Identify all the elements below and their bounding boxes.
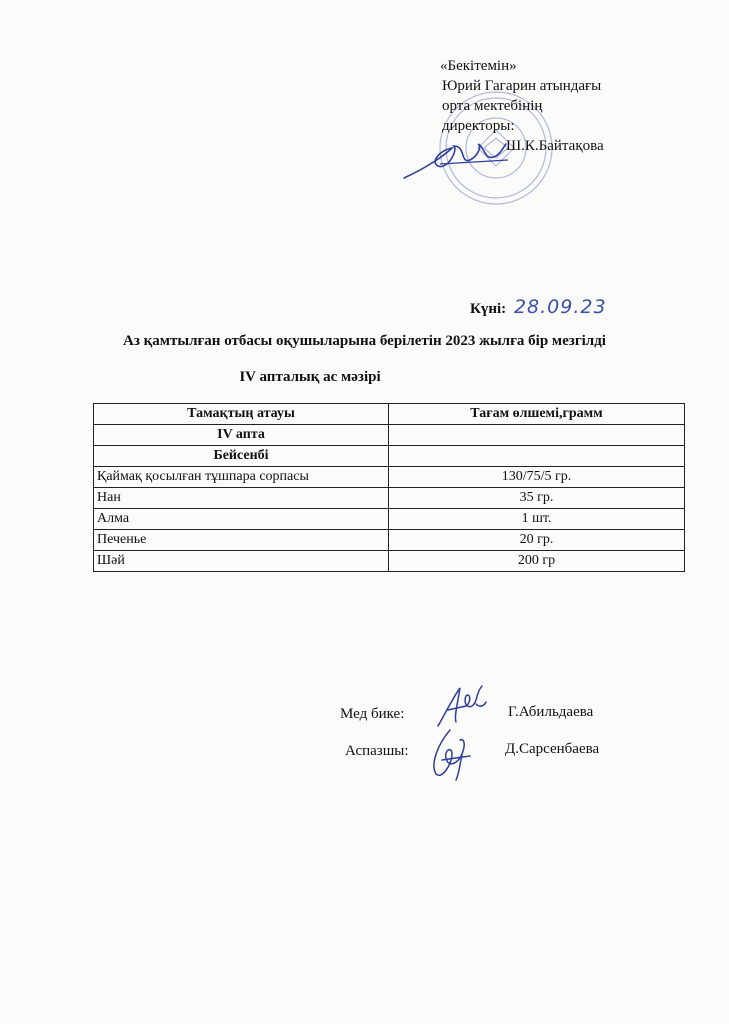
document-subtitle: IV апталық ас мәзірі: [239, 369, 381, 385]
dish-name: Нан: [94, 488, 389, 509]
table-row-week: [94, 425, 685, 446]
nurse-name: Г.Абильдаева: [508, 704, 594, 720]
date-value: 28.09.23: [513, 296, 607, 318]
dish-portion: 1 шт.: [389, 509, 685, 530]
table-header-row: [94, 404, 685, 425]
table-row: [94, 467, 685, 488]
cook-signature-icon: [422, 724, 482, 784]
table-row-day: [94, 446, 685, 467]
dish-name: Қаймақ қосылған тұшпара сорпасы: [94, 467, 389, 488]
document-title: Аз қамтылған отбасы оқушыларына берілетін 2023 жылға бір мезгілді: [123, 333, 606, 349]
cook-name: Д.Сарсенбаева: [505, 741, 600, 757]
menu-table: [93, 403, 685, 572]
dish-name: Печенье: [94, 530, 389, 551]
approval-signer: Ш.К.Байтақова: [506, 138, 604, 154]
table-row: [94, 488, 685, 509]
table-row: [94, 509, 685, 530]
dish-name: Алма: [94, 509, 389, 530]
approval-heading: «Бекітемін»: [440, 58, 517, 74]
day-label: Бейсенбі: [94, 446, 389, 467]
approval-line-1: Юрий Гагарин атындағы: [442, 78, 602, 94]
cook-label: Аспазшы:: [345, 743, 409, 759]
director-signature-icon: [400, 134, 510, 182]
dish-portion: 200 гр: [389, 551, 685, 572]
empty-cell: [389, 446, 685, 467]
dish-portion: 130/75/5 гр.: [389, 467, 685, 488]
dish-portion: 35 гр.: [389, 488, 685, 509]
approval-line-3: директоры:: [442, 118, 515, 134]
table-row: [94, 551, 685, 572]
dish-name: Шәй: [94, 551, 389, 572]
date-line: [470, 296, 607, 318]
column-header-dish: Тамақтың атауы: [94, 404, 389, 425]
dish-portion: 20 гр.: [389, 530, 685, 551]
nurse-label: Мед бике:: [340, 706, 405, 722]
week-label: IV апта: [94, 425, 389, 446]
empty-cell: [389, 425, 685, 446]
date-label: Күні:: [470, 301, 507, 317]
approval-line-2: орта мектебінің: [442, 98, 543, 114]
column-header-portion: Тағам өлшемі,грамм: [389, 404, 685, 425]
table-row: [94, 530, 685, 551]
